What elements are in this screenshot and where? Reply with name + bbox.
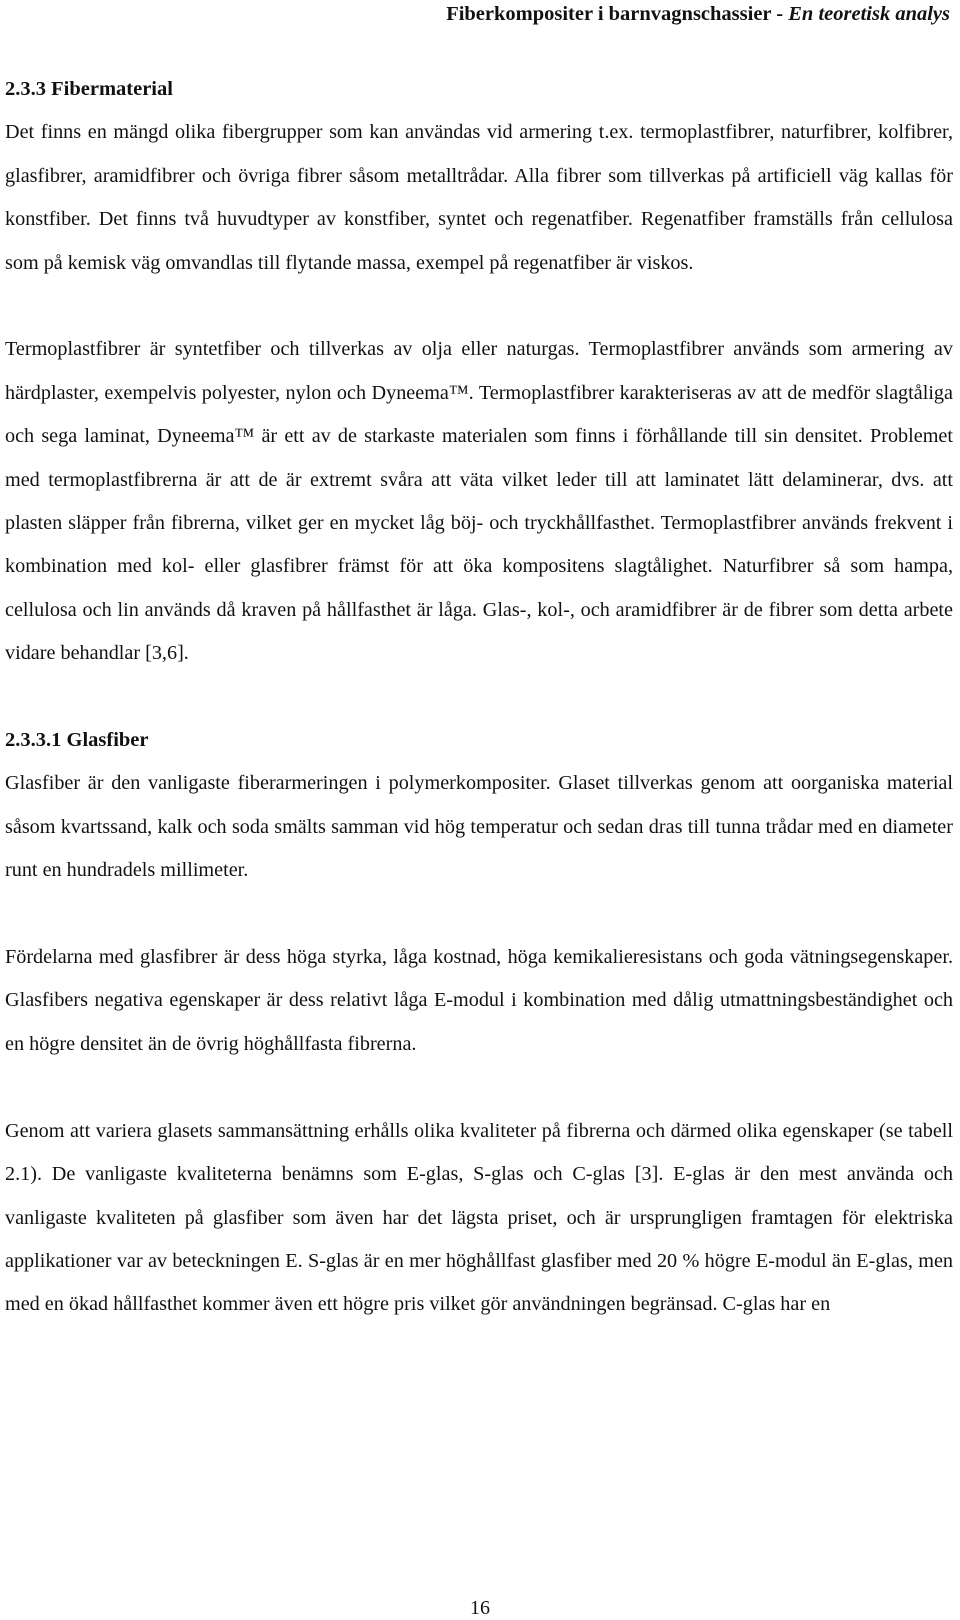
- subsection-paragraph: Glasfiber är den vanligaste fiberarmeringen i polymerkompositer. Glaset tillverkas genom att oorganiska material såsom kvartssand, kalk och soda smälts samman vid hög temperatur och sedan dras till tunna trådar med en diameter runt en hundradels millimeter.: [5, 772, 953, 882]
- subsection-heading: 2.3.3.1 Glasfiber: [5, 729, 149, 752]
- section-paragraph: Det finns en mängd olika fibergrupper som kan användas vid armering t.ex. termoplastfibrer, naturfibrer, kolfibrer, glasfibrer, aramidfibrer och övriga fibrer såsom metalltrådar. Alla fibrer som tillverkas på artificiell väg kallas för konstfiber. Det finns två huvudtyper av konstfiber, syntet och regenatfiber. Regenatfiber framställs från cellulosa som på kemisk väg omvandlas till flytande massa, exempel på regenatfiber är viskos.: [5, 121, 953, 274]
- paragraph-spacer: [5, 285, 953, 328]
- paragraph-spacer: [5, 1066, 953, 1109]
- running-header: [446, 0, 950, 28]
- running-header-title: Fiberkompositer i barnvagnschassier -: [446, 3, 789, 25]
- section-heading: 2.3.3 Fibermaterial: [5, 78, 173, 100]
- subsection-paragraph: Fördelarna med glasfibrer är dess höga styrka, låga kostnad, höga kemikalieresistans och goda vätningsegenskaper. Glasfibers negativa egenskaper är dess relativt låga E-modul i kombination med dålig utmattningsbeständighet och en högre densitet än de övrig höghållfasta fibrerna.: [5, 946, 953, 1055]
- subsection-paragraph: Genom att variera glasets sammansättning erhålls olika kvaliteter på fibrerna och därmed olika egenskaper (se tabell 2.1). De vanligaste kvaliteterna benämns som E-glas, S-glas och C-glas [3]. E-glas är den mest använda och vanligaste kvaliteten på glasfiber som även har det lägsta priset, och är ursprungligen framtagen för elektriska applikationer var av beteckningen E. S-glas är en mer höghållfast glasfiber med 20 % högre E-modul än E-glas, men med en ökad hållfasthet kommer även ett högre pris vilket gör användningen begränsad. C-glas har en: [5, 1119, 953, 1316]
- paragraph-spacer: [5, 676, 953, 719]
- section-paragraph: Termoplastfibrer är syntetfiber och tillverkas av olja eller naturgas. Termoplastfibrer används som armering av härdplaster, exempelvis polyester, nylon och Dyneema™. Termoplastfibrer karakteriseras av att de medför slagtåliga och sega laminat, Dyneema™ är ett av de starkaste materialen som finns i förhållande till sin densitet. Problemet med termoplastfibrerna är att de är extremt svåra att väta vilket leder till att laminatet lätt delaminerar, dvs. att plasten släpper från fibrerna, vilket ger en mycket låg böj- och tryckhållfasthet. Termoplastfibrer används frekvent i kombination med kol- eller glasfibrer främst för att öka kompositens slagtålighet. Naturfibrer så som hampa, cellulosa och lin används då kraven på hållfasthet är låga. Glas-, kol-, och aramidfibrer är de fibrer som detta arbete vidare behandlar [3,6].: [5, 338, 953, 665]
- page-number: 16: [470, 1597, 490, 1619]
- running-header-subtitle: En teoretisk analys: [788, 3, 950, 25]
- paragraph-spacer: [5, 893, 953, 936]
- body-content: [5, 68, 953, 1327]
